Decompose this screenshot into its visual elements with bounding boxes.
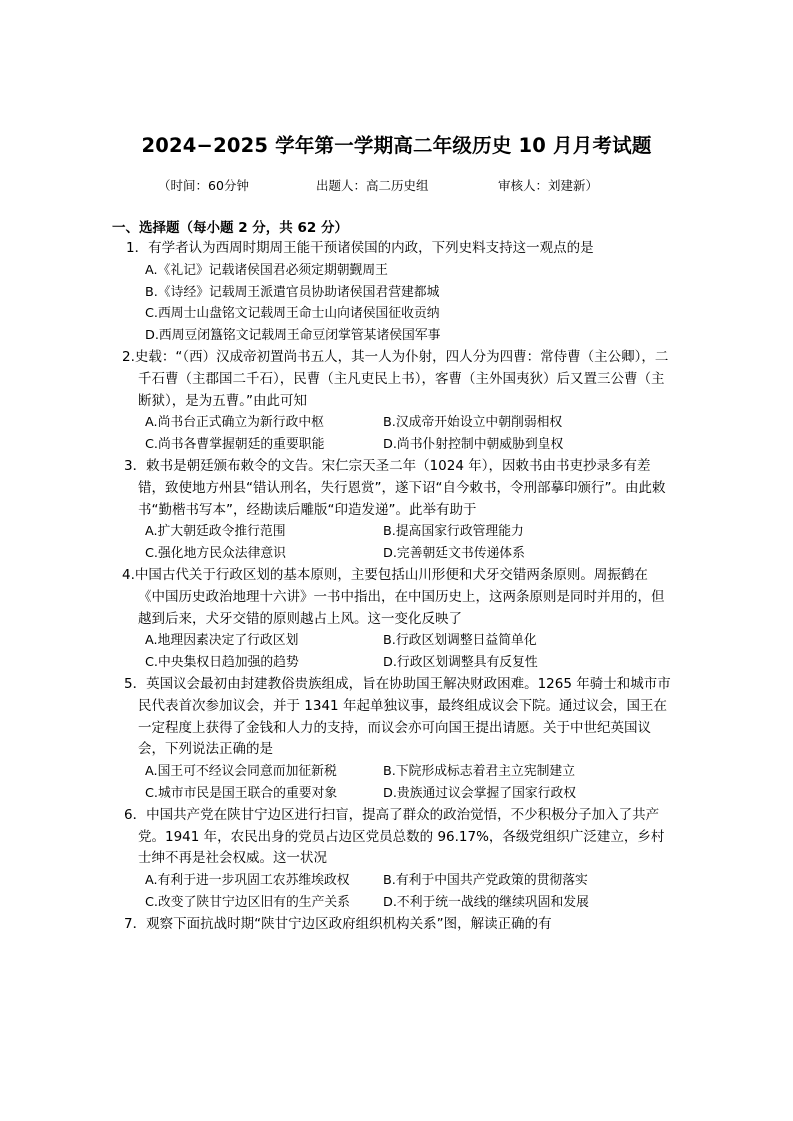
option-row [112, 434, 672, 456]
option-b: B.下院形成标志着君主立宪制建立 [383, 764, 576, 780]
exam-meta [158, 176, 598, 194]
option-a: A.尚书台正式确立为新行政中枢 [145, 415, 324, 431]
question-list [112, 238, 672, 936]
question-6 [112, 805, 672, 914]
option-b: B.汉成帝开始设立中朝削弱相权 [383, 415, 563, 431]
question-4 [112, 565, 672, 674]
option-c: C.强化地方民众法律意识 [145, 546, 286, 562]
section-title: 一、选择题（每小题 2 分，共 62 分） [112, 220, 348, 236]
option-c: C.改变了陕甘宁边区旧有的生产关系 [145, 894, 350, 910]
option-a: A.国王可不经议会同意而加征新税 [145, 764, 337, 780]
option-d: D.不利于统一战线的继续巩固和发展 [383, 894, 589, 910]
option-a: A.地理因素决定了行政区划 [145, 633, 299, 649]
exam-reviewer: 审核人：刘建新） [498, 178, 599, 193]
option-a: A.有利于进一步巩固工农苏维埃政权 [145, 873, 350, 889]
option-d: D.贵族通过议会掌握了国家行政权 [383, 785, 577, 801]
option-b: B.提高国家行政管理能力 [383, 524, 524, 540]
question-2 [112, 347, 672, 456]
option-row [112, 892, 672, 914]
option-row [112, 761, 672, 783]
option-d: D.行政区划调整具有反复性 [383, 655, 538, 671]
option-row [112, 543, 672, 565]
option-d: D.完善朝廷文书传递体系 [383, 546, 525, 562]
option-row [112, 521, 672, 543]
option-row [112, 783, 672, 805]
question-stem: 4.中国古代关于行政区划的基本原则，主要包括山川形便和犬牙交错两条原则。周振鹤在《中国历史政治地理十六讲》一书中指出，在中国历史上，这两条原则是同时并用的，但越到后来，犬牙交错的原则越占上风。这一变化反映了 [122, 566, 665, 627]
question-stem: 2.史载：“（西）汉成帝初置尚书五人，其一人为仆射，四人分为四曹：常侍曹（主公卿），二千石曹（主郡国二千石），民曹（主凡吏民上书），客曹（主外国夷狄）后又置三公曹（主断狱），是为五曹。”由此可知 [122, 348, 669, 409]
option-a: A.扩大朝廷政令推行范围 [145, 524, 286, 540]
option-c: C.中央集权日趋加强的趋势 [145, 655, 299, 671]
option-c: C.尚书各曹掌握朝廷的重要职能 [145, 437, 325, 453]
question-stem: 5．英国议会最初由封建教俗贵族组成，旨在协助国王解决财政困难。1265 年骑士和城市市民代表首次参加议会，并于 1341 年起单独议事，最终组成议会下院。通过议会，国王在一定程度上获得了金钱和人力的支持，而议会亦可向国王提出请愿。关于中世纪英国议会，下列说法正确的是 [124, 675, 671, 758]
exam-time: （时间：60分钟 [158, 178, 249, 193]
question-stem: 7．观察下面抗战时期“陕甘宁边区政府组织机构关系”图，解读正确的有 [124, 915, 552, 932]
option-d: D.尚书仆射控制中朝威胁到皇权 [383, 437, 564, 453]
question-7 [112, 914, 672, 936]
question-stem: 3．敕书是朝廷颁布敕令的文告。宋仁宗天圣二年（1024 年），因敕书由书吏抄录多有差错，致使地方州县“错认刑名，失行恩赏”，遂下诏“自今敕书，令刑部摹印颁行”。由此敕书“勤楷书写本”，经勘读后雕版“印造发递”。此举有助于 [124, 457, 666, 518]
question-3 [112, 456, 672, 565]
option-row [112, 630, 672, 652]
option-b: B.行政区划调整日益简单化 [383, 633, 537, 649]
option-row [112, 652, 672, 674]
question-stem: 1．有学者认为西周时期周王能干预诸侯国的内政，下列史料支持这一观点的是 [126, 240, 594, 256]
question-1 [112, 238, 672, 347]
option-c: C.西周士山盘铭文记载周王命士山向诸侯国征收贡纳 [145, 306, 440, 322]
question-stem: 6．中国共产党在陕甘宁边区进行扫盲，提高了群众的政治觉悟，不少积极分子加入了共产党。1941 年，农民出身的党员占边区党员总数的 96.17%，各级党组织广泛建立，乡村士绅不再是社会权威。这一状况 [124, 806, 665, 867]
option-row [112, 870, 672, 892]
exam-author: 出题人：高二历史组 [316, 178, 429, 193]
option-b: B.《诗经》记载周王派遣官员协助诸侯国君营建都城 [145, 284, 440, 300]
question-5 [112, 674, 672, 805]
option-d: D.西周豆闭簋铭文记载周王命豆闭掌管某诸侯国军事 [145, 328, 441, 344]
option-row [112, 412, 672, 434]
option-a: A.《礼记》记载诸侯国君必须定期朝觐周王 [145, 262, 388, 278]
option-c: C.城市市民是国王联合的重要对象 [145, 785, 338, 801]
exam-title: 2024−2025 学年第一学期高二年级历史 10 月月考试题 [141, 134, 652, 157]
option-b: B.有利于中国共产党政策的贯彻落实 [383, 873, 588, 889]
